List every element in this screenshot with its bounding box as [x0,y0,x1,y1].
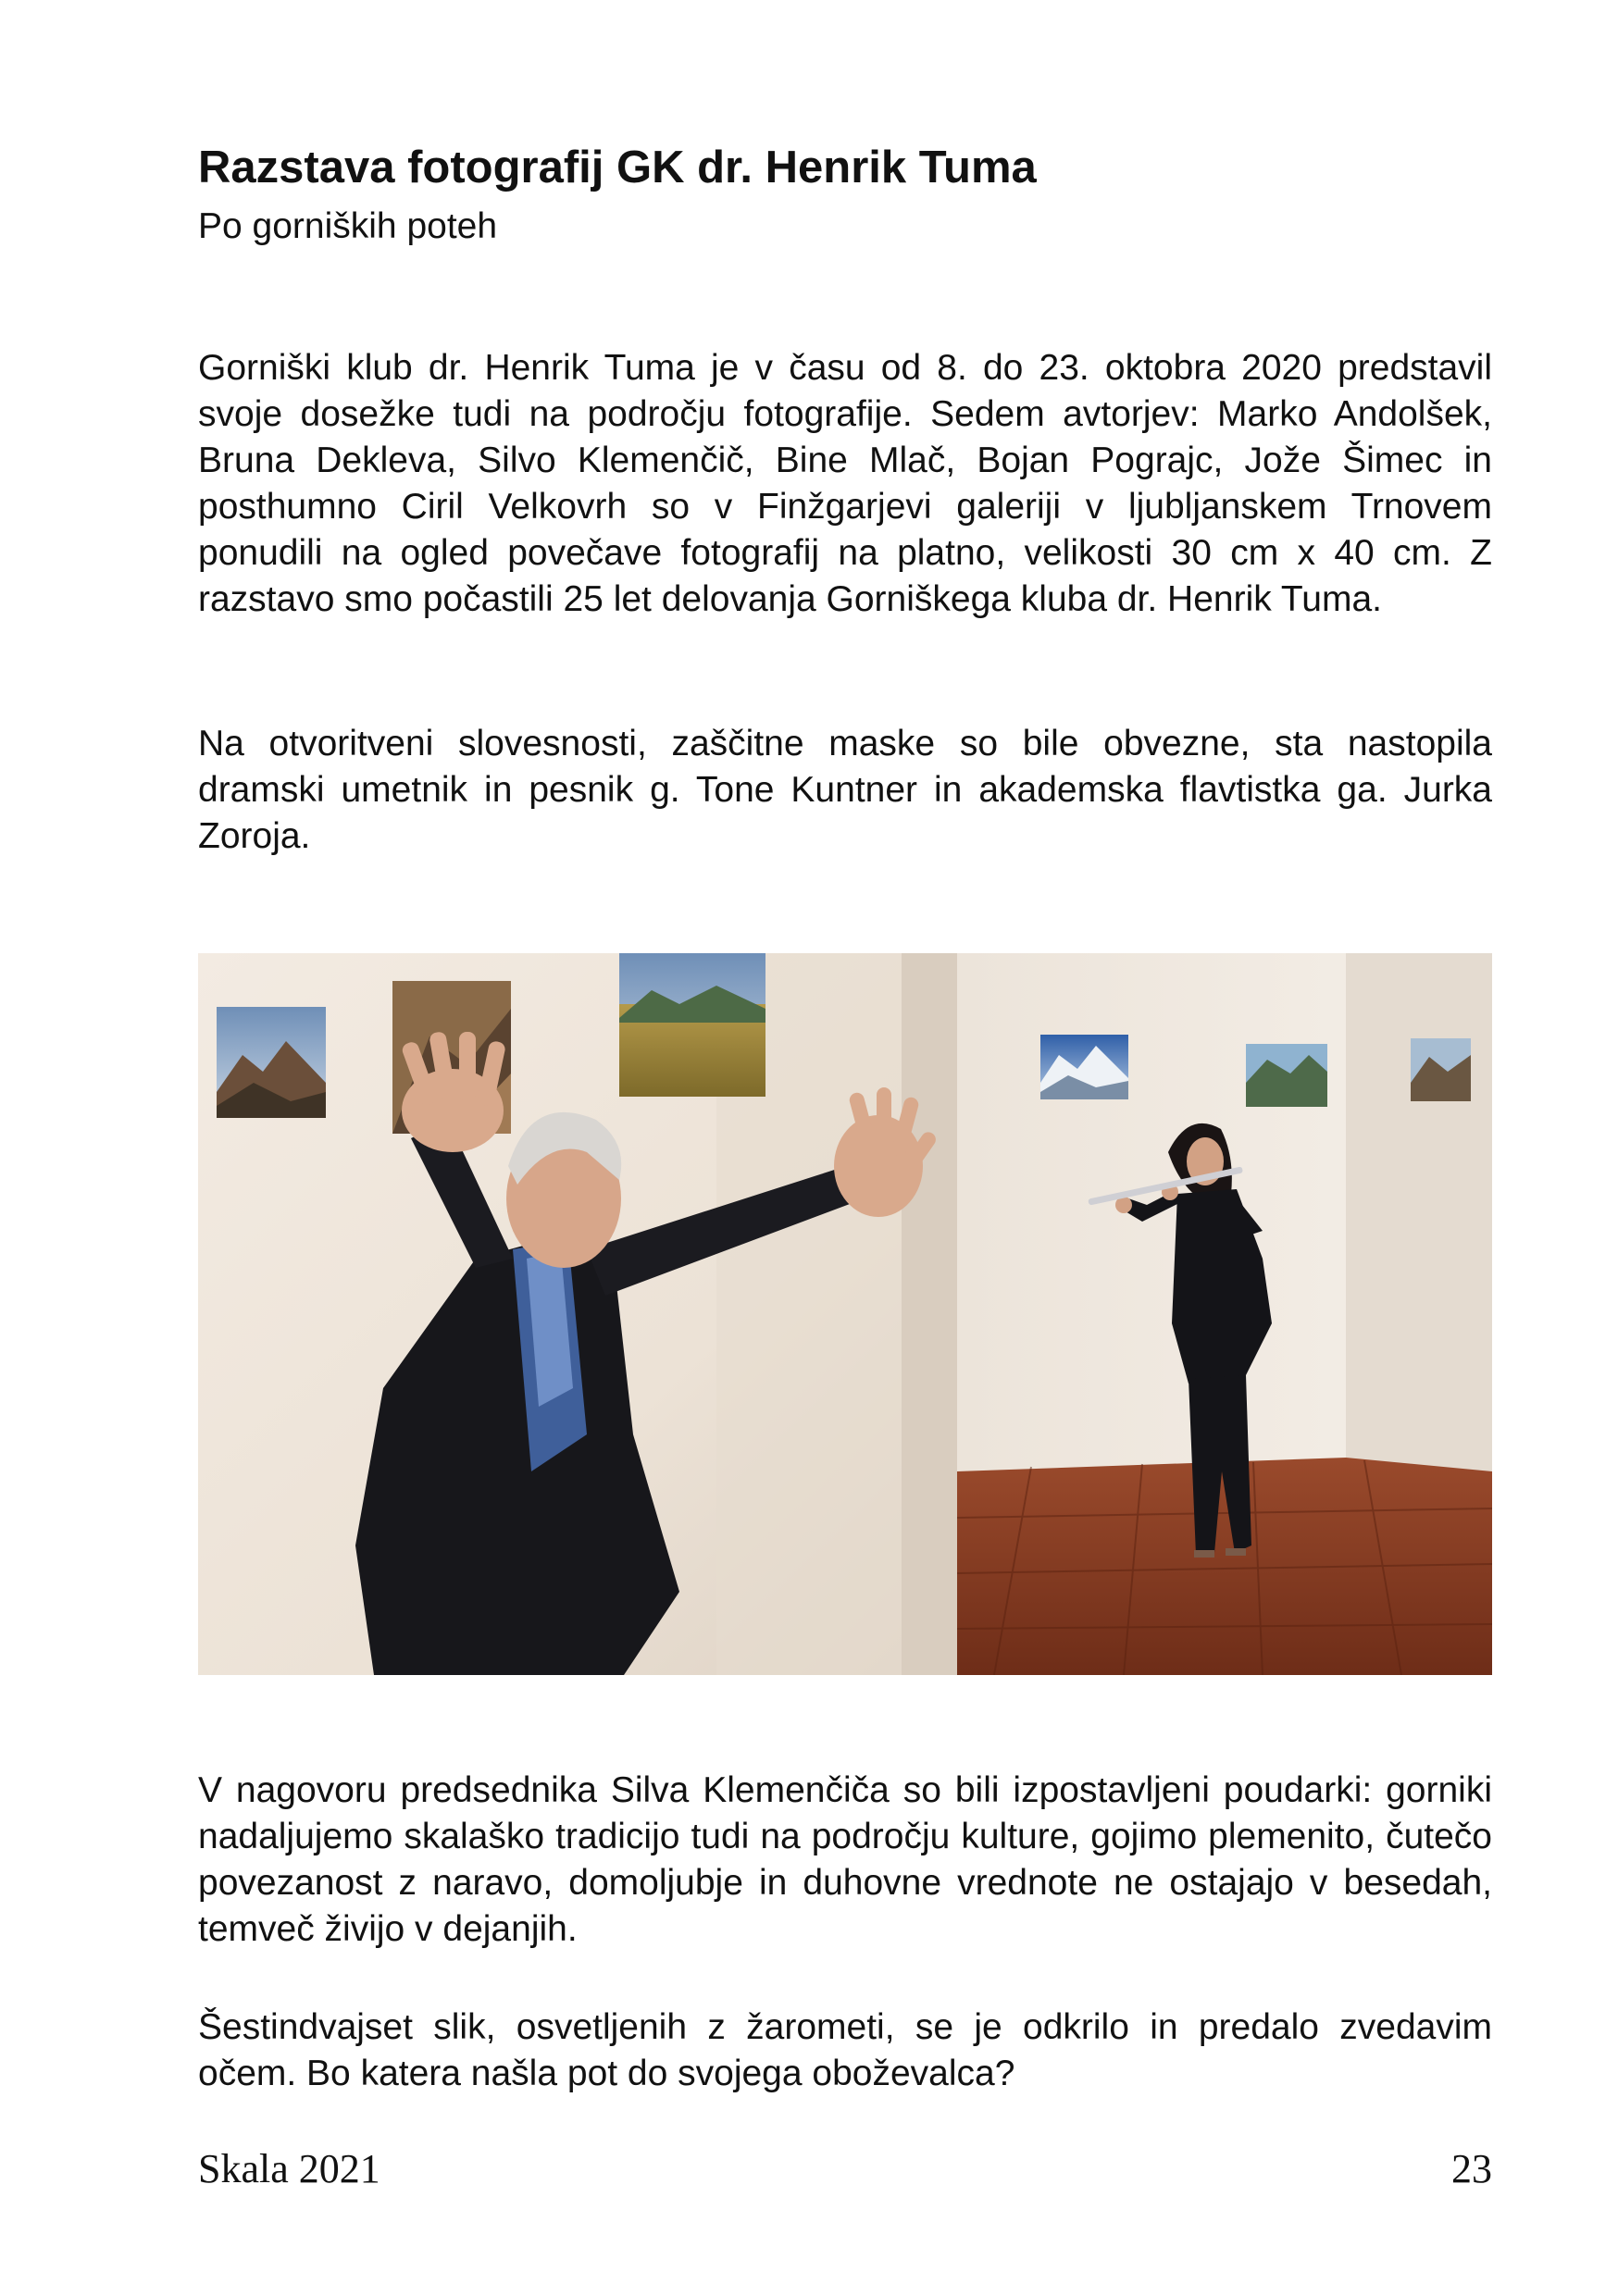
photo-speaker-illustration [198,953,957,1675]
paragraph-opening-ceremony: Na otvoritveni slovesnosti, zaščitne maske so bile obvezne, sta nastopila dramski umetnik in pesnik g. Tone Kuntner in akademska flavtistka ga. Jurka Zoroja. [198,724,1492,856]
page-number: 23 [1451,2146,1492,2191]
article-subtitle: Po gorniških poteh [198,206,498,246]
photo-flutist-illustration [957,953,1492,1675]
paragraph-intro: Gorniški klub dr. Henrik Tuma je v času od 8. do 23. oktobra 2020 predstavil svoje dosežke tudi na področju fotografije. Sedem avtorjev: Marko Andolšek, Bruna Dekleva, Silvo Klemenčič, Bine Mlač, Bojan Pograjc, Jože Šimec in posthumno Ciril Velkovrh so v Finžgarjevi galeriji v ljubljanskem Trnovem ponudili na ogled povečave fotografij na platno, velikosti 30 cm x 40 cm. Z razstavo smo počastili 25 let delovanja Gorniškega kluba dr. Henrik Tuma. [198,348,1492,619]
paragraph-president-speech: V nagovoru predsednika Silva Klemenčiča so bili izpostavljeni poudarki: gorniki nadaljujemo skalaško tradicijo tudi na področju kulture, gojimo plemenito, čutečo povezanost z naravo, domoljubje in duhovne vrednote ne ostajajo v besedah, temveč živijo v dejanjih. [198,1770,1492,1949]
hung-photo-3 [619,953,765,1097]
hung-photo-4 [1040,1035,1128,1099]
article-title: Razstava fotografij GK dr. Henrik Tuma [198,143,1037,192]
photo-speaker [198,953,957,1675]
hung-photo-5 [1246,1044,1327,1107]
hung-photo-6 [1411,1038,1471,1101]
photo-pair [198,953,1492,1675]
hung-photo-1 [217,1007,326,1118]
paragraph-closing: Šestindvajset slik, osvetljenih z žarometi, se je odkrilo in predalo zvedavim očem. Bo katera našla pot do svojega oboževalca? [198,2007,1492,2093]
publication-name: Skala 2021 [198,2146,380,2191]
photo-flutist [957,953,1492,1675]
